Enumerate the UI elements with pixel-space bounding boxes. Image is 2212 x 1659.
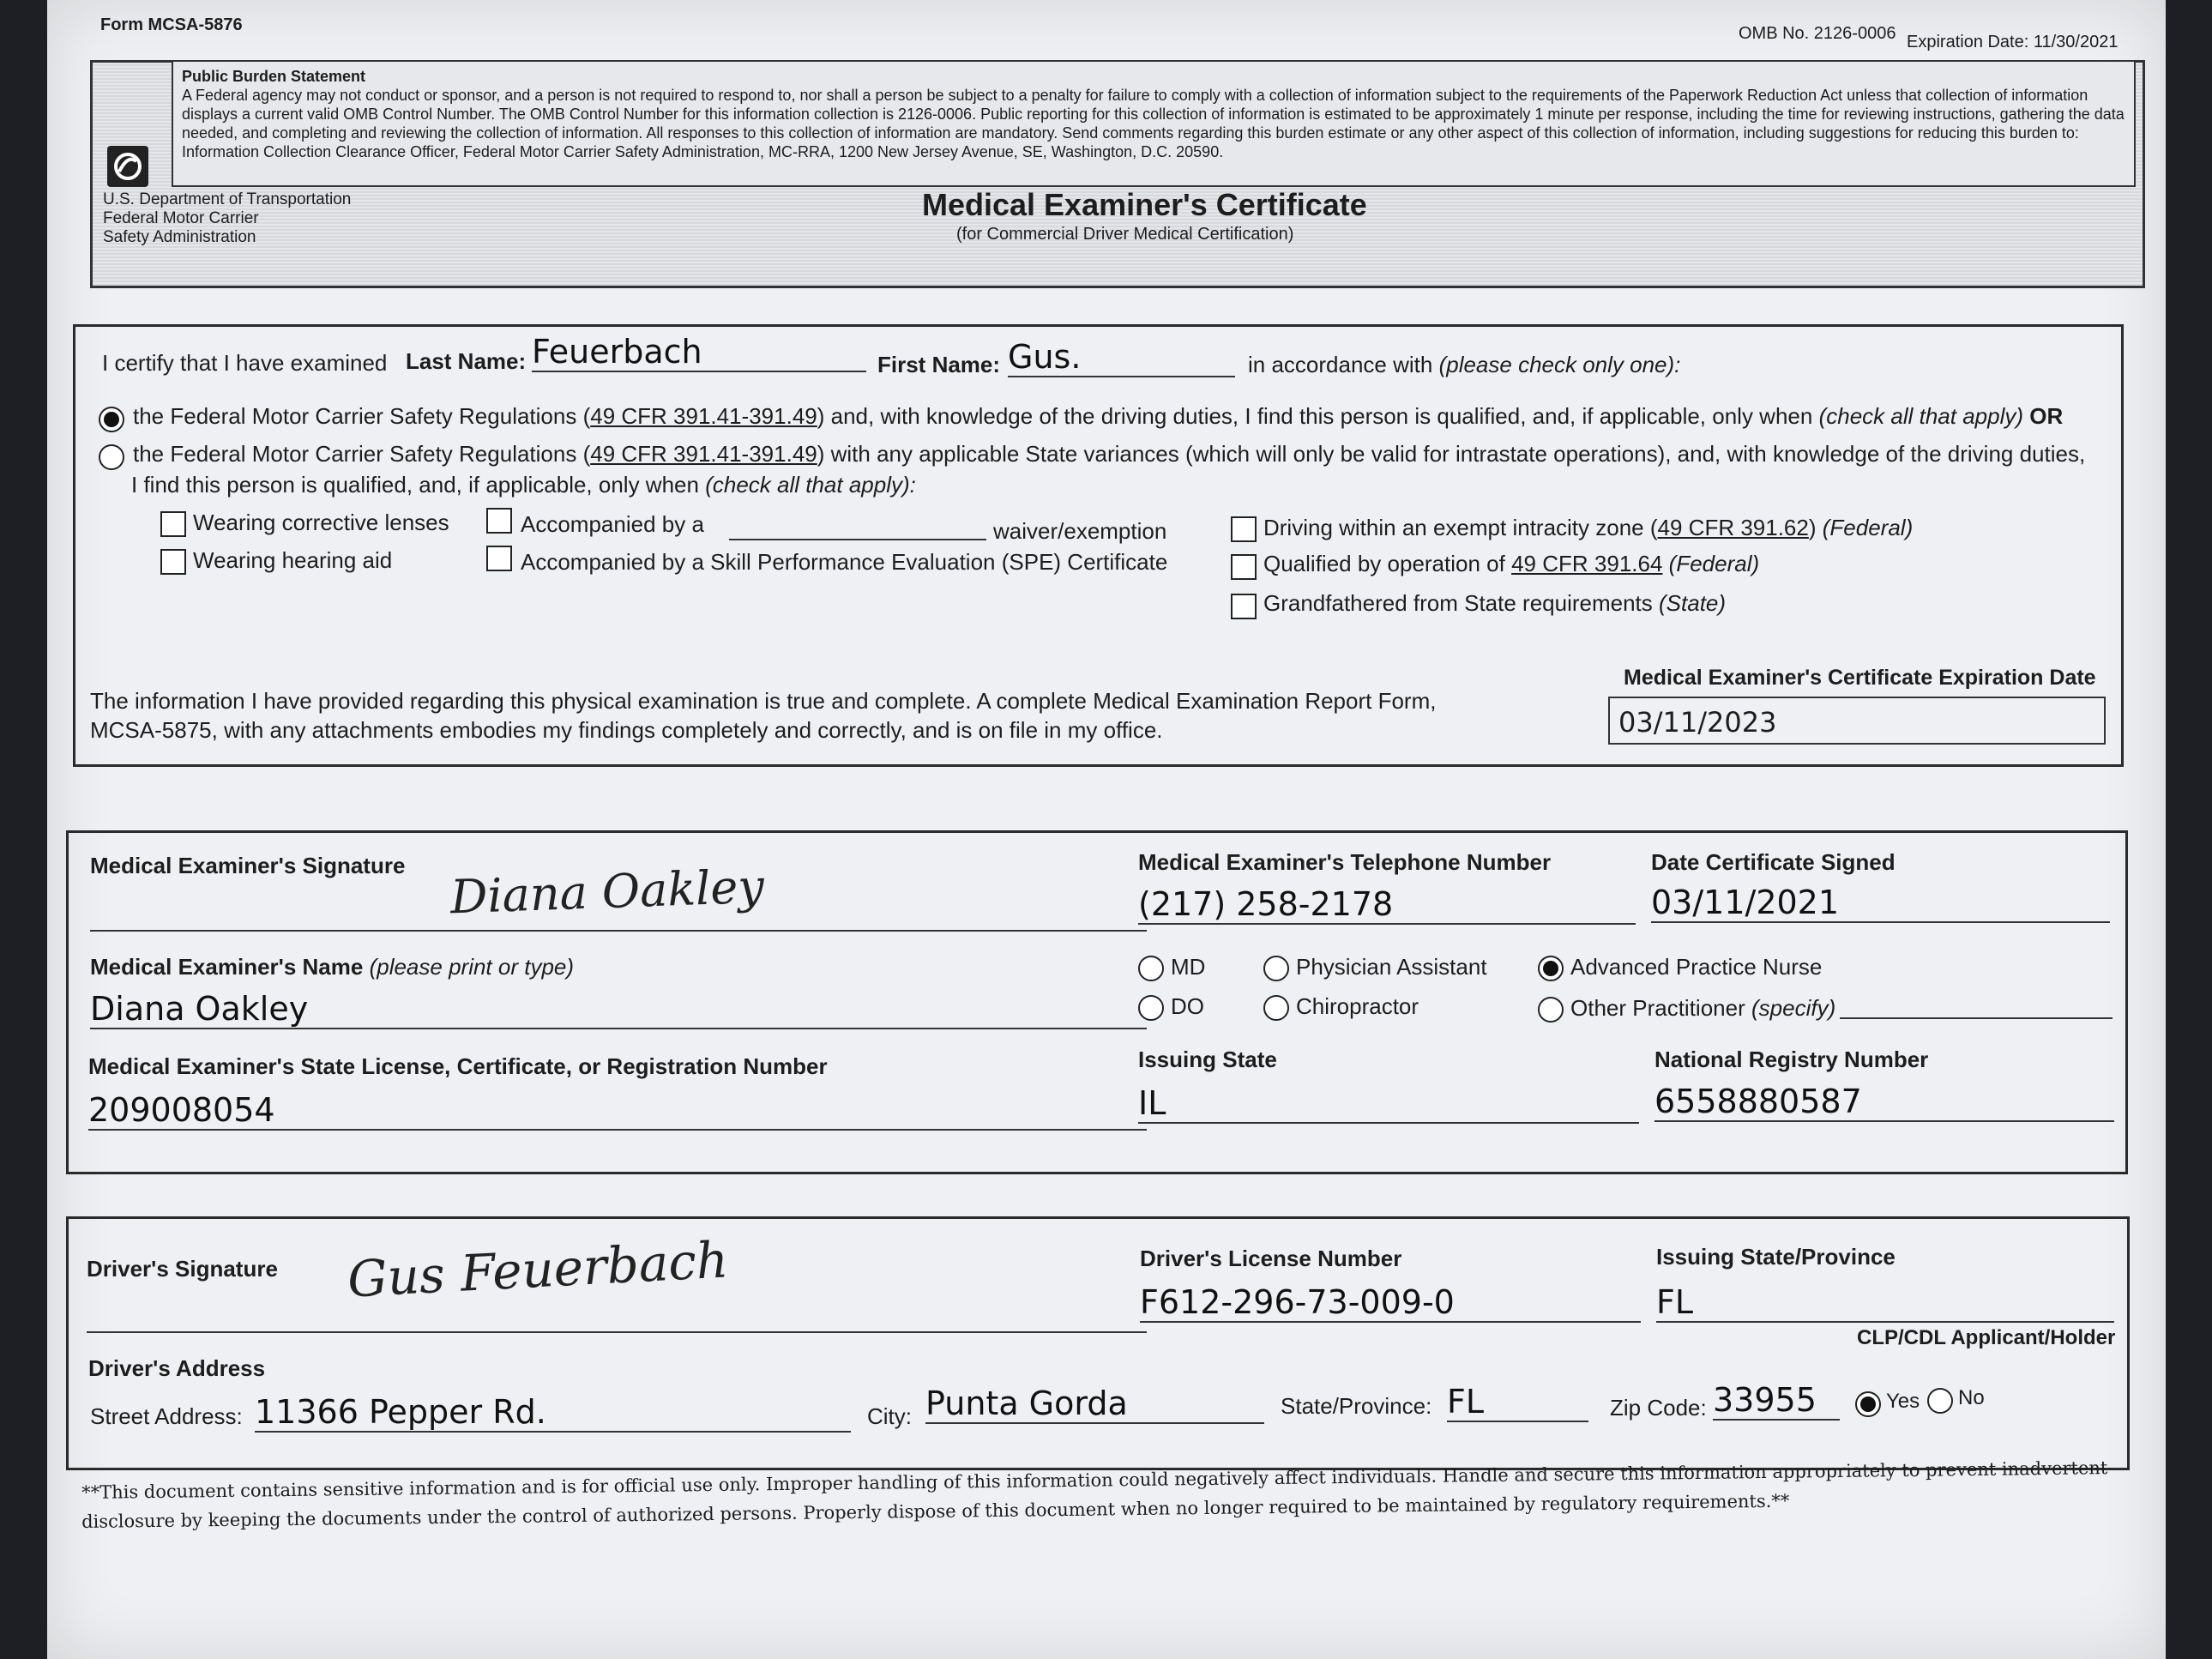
operation-checkbox[interactable]: [1231, 554, 1257, 580]
agency-line-3: Safety Administration: [103, 228, 256, 246]
burden-title: Public Burden Statement: [182, 68, 366, 85]
license-label: Medical Examiner's State License, Certificate, or Registration Number: [88, 1053, 828, 1079]
spe-label: Accompanied by a Skill Performance Evaluation (SPE) Certificate: [521, 549, 1168, 575]
driver-issuing-state-label: Issuing State/Province: [1656, 1244, 1896, 1270]
agency-line-1: U.S. Department of Transportation: [103, 190, 352, 208]
corrective-lenses-label: Wearing corrective lenses: [193, 510, 449, 535]
state-variance-option-radio[interactable]: [99, 444, 124, 470]
statement-line-1: The information I have provided regarding this physical examination is true and complete. A complete Medical Examination Report Form,: [90, 688, 1437, 714]
first-name-field[interactable]: Gus.: [1008, 338, 1235, 377]
issuing-state-field[interactable]: IL: [1138, 1084, 1639, 1124]
last-name-label: Last Name:: [406, 348, 527, 374]
md-radio[interactable]: [1138, 956, 1164, 981]
examiner-name-label: Medical Examiner's Name (please print or type): [90, 954, 575, 980]
expiration-date-field[interactable]: 03/11/2023: [1608, 697, 2106, 745]
waiver-blank-field[interactable]: [729, 539, 986, 540]
pa-label: Physician Assistant: [1296, 954, 1487, 980]
other-practitioner-label: Other Practitioner (specify): [1570, 995, 1836, 1021]
examiner-name-field[interactable]: Diana Oakley: [90, 990, 1147, 1029]
accordance-text: [1248, 352, 1680, 378]
issuing-state-label: Issuing State: [1138, 1047, 1277, 1072]
other-practitioner-radio[interactable]: [1538, 997, 1564, 1023]
phone-field[interactable]: (217) 258-2178: [1138, 885, 1636, 925]
pa-radio[interactable]: [1263, 956, 1289, 981]
clp-cdl-label: CLP/CDL Applicant/Holder: [1857, 1326, 2116, 1349]
city-label: City:: [867, 1403, 912, 1429]
do-label: DO: [1171, 993, 1204, 1019]
examiner-signature-label: Medical Examiner's Signature: [90, 853, 406, 878]
accordance-note: (please check only one):: [1438, 352, 1681, 377]
burden-text: A Federal agency may not conduct or sponsor, and a person is not required to respond to, nor shall a person be subject to a penalty for failure to comply with a collection of information subject to the requirements of the Paperwork Reduction Act unless that collection of information displays a current valid OMB Control Number. The OMB Control Number for this information collection is 2126-0006. Public reporting for this collection of information is estimated to be approximately 1 minute per response, including the time for reviewing instructions, gathering the data needed, and completing and reviewing the collection of information. All responses to this collection of information are mandatory. Send comments regarding this burden estimate or any other aspect of this collection of information, including suggestions for reducing this burden to: Information Collection Clearance Officer, Federal Motor Carrier Safety Administration, MC-RRA, 1200 New Jersey Avenue, SE, Washington, D.C. 20590.: [182, 87, 2125, 160]
expiration-date: Expiration Date: 11/30/2021: [1907, 33, 2119, 51]
footer-line-2: disclosure by keeping the documents under the control of authorized persons. Properly dispose of this document when no longer required to be maintained by regulatory requirements.**: [81, 1490, 1790, 1532]
page-subtitle: (for Commercial Driver Medical Certification): [956, 225, 1294, 244]
page-title: Medical Examiner's Certificate: [922, 187, 1367, 222]
other-practitioner-field[interactable]: [1840, 1017, 2113, 1019]
clp-no-label: No: [1958, 1386, 1985, 1409]
registry-label: National Registry Number: [1654, 1047, 1929, 1072]
state-province-field[interactable]: FL: [1447, 1383, 1588, 1422]
state-province-label: State/Province:: [1281, 1393, 1432, 1419]
clp-no-radio[interactable]: [1927, 1388, 1953, 1414]
omb-number: OMB No. 2126-0006: [1739, 24, 1896, 43]
hearing-aid-checkbox[interactable]: [160, 549, 186, 575]
accordance-label: in accordance with: [1248, 352, 1433, 377]
registry-field[interactable]: 6558880587: [1654, 1083, 2114, 1122]
grandfathered-checkbox[interactable]: [1231, 594, 1257, 619]
driver-signature-label: Driver's Signature: [87, 1256, 278, 1282]
street-label: Street Address:: [90, 1403, 243, 1429]
driver-license-label: Driver's License Number: [1140, 1246, 1402, 1271]
clp-yes-radio[interactable]: [1855, 1391, 1881, 1417]
form-number: Form MCSA-5876: [100, 15, 243, 34]
last-name-field[interactable]: Feuerbach: [532, 333, 866, 372]
statement-line-2: MCSA-5875, with any attachments embodies my findings completely and correctly, and is on file in my office.: [90, 717, 1163, 743]
certify-intro: I certify that I have examined: [102, 350, 388, 376]
waiver-label: Accompanied by a: [521, 511, 704, 537]
city-field[interactable]: Punta Gorda: [925, 1385, 1264, 1424]
driver-address-label: Driver's Address: [88, 1355, 266, 1381]
md-label: MD: [1171, 954, 1206, 980]
apn-label: Advanced Practice Nurse: [1570, 954, 1823, 980]
agency-block: [103, 190, 351, 247]
fmcsr-option-text: the Federal Motor Carrier Safety Regulations (49 CFR 391.41-391.49) and, with knowledge of the driving duties, I find this person is qualified, and, if applicable, only when (check all that apply) OR: [133, 403, 2064, 429]
corrective-lenses-checkbox[interactable]: [160, 511, 186, 537]
driver-license-field[interactable]: F612-296-73-009-0: [1140, 1283, 1641, 1323]
agency-line-2: Federal Motor Carrier: [103, 209, 259, 227]
state-variance-option-text-2: I find this person is qualified, and, if applicable, only when (check all that apply):: [131, 472, 916, 498]
spe-checkbox[interactable]: [486, 546, 512, 571]
state-variance-option-text: the Federal Motor Carrier Safety Regulations (49 CFR 391.41-391.49) with any applicable State variances (which will only be valid for intrastate operations), and, with knowledge of the driving duties,: [133, 441, 2086, 467]
waiver-exemption-label: waiver/exemption: [993, 518, 1167, 544]
hearing-aid-label: Wearing hearing aid: [193, 547, 393, 573]
waiver-checkbox[interactable]: [486, 508, 512, 534]
driver-signature-line[interactable]: [87, 1331, 1147, 1333]
grandfathered-label: Grandfathered from State requirements (State): [1263, 590, 1727, 616]
expiration-date-label: Medical Examiner's Certificate Expiration Date: [1624, 666, 2096, 690]
apn-radio[interactable]: [1538, 956, 1564, 981]
driver-issuing-state-field[interactable]: FL: [1656, 1283, 2114, 1323]
dot-logo-icon: [107, 146, 148, 187]
zip-label: Zip Code:: [1610, 1395, 1707, 1421]
examiner-signature: Diana Oakley: [449, 859, 765, 925]
date-signed-label: Date Certificate Signed: [1651, 849, 1896, 875]
fmcsr-option-radio[interactable]: [99, 407, 124, 432]
operation-label: Qualified by operation of 49 CFR 391.64 (Federal): [1263, 551, 1760, 576]
clp-yes-label: Yes: [1886, 1390, 1920, 1413]
first-name-label: First Name:: [877, 352, 1001, 377]
zip-field[interactable]: 33955: [1713, 1381, 1840, 1421]
chiropractor-radio[interactable]: [1263, 995, 1289, 1021]
footer-line-1: **This document contains sensitive information and is for official use only. Improper handling of this information could negatively affect individuals. Handle and secure this information appropriately to prevent inadvertent: [81, 1457, 2108, 1503]
street-field[interactable]: 11366 Pepper Rd.: [255, 1393, 851, 1433]
do-radio[interactable]: [1138, 995, 1164, 1021]
driver-signature: Gus Feuerbach: [346, 1230, 730, 1309]
examiner-signature-line[interactable]: [90, 930, 1147, 932]
date-signed-field[interactable]: 03/11/2021: [1651, 884, 2110, 923]
license-field[interactable]: 209008054: [88, 1091, 1147, 1131]
chiropractor-label: Chiropractor: [1296, 993, 1419, 1019]
phone-label: Medical Examiner's Telephone Number: [1138, 849, 1552, 875]
intracity-checkbox[interactable]: [1231, 516, 1257, 542]
intracity-label: Driving within an exempt intracity zone (49 CFR 391.62) (Federal): [1263, 515, 1914, 540]
burden-statement: [172, 60, 2136, 187]
form-page: [47, 0, 2166, 1659]
